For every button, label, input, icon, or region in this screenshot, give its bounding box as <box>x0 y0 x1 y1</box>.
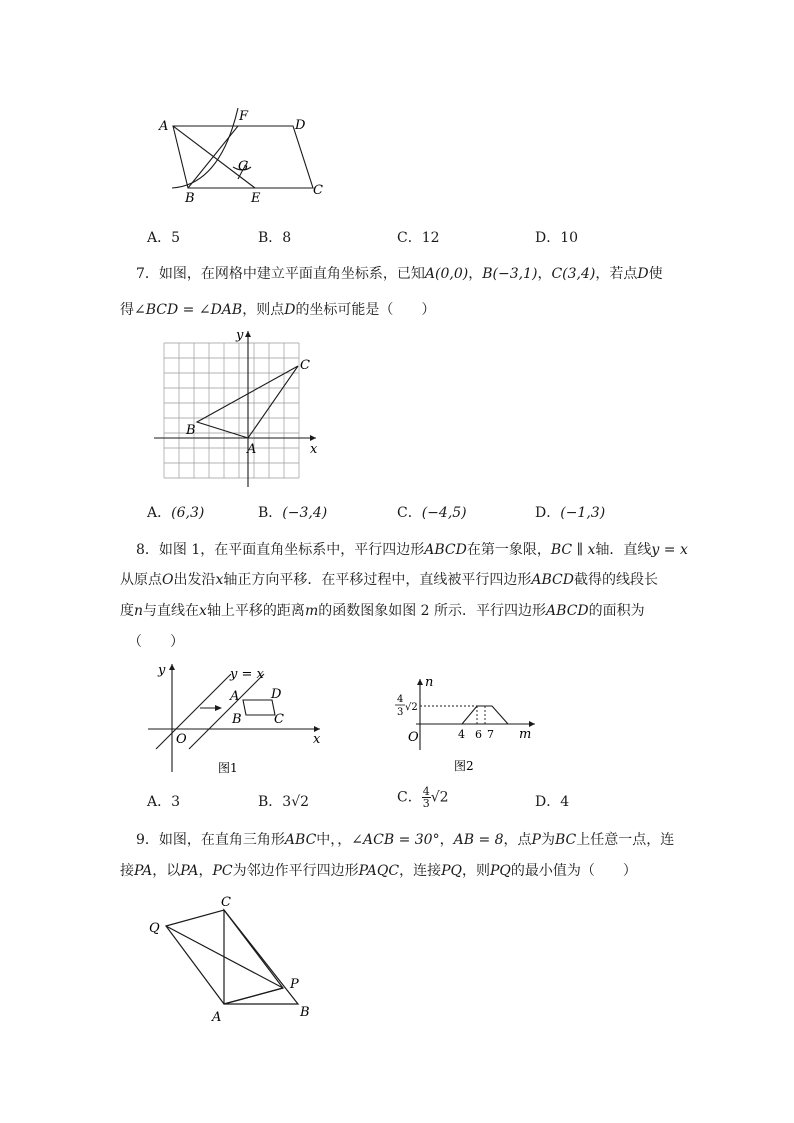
q6-option-a[interactable]: A．5 <box>147 230 181 246</box>
q8-option-letter: B． <box>258 794 283 810</box>
q8-x: x <box>199 603 207 619</box>
q8-fig1-label-d: D <box>271 687 282 702</box>
q8-fig2-caption: 图2 <box>454 759 474 773</box>
fraction-numerator: 4 <box>422 785 430 798</box>
q9-pq: PQ <box>441 863 462 879</box>
q8-fig1-label-c: C <box>274 712 284 727</box>
q8-line-4: （ ） <box>128 634 184 650</box>
q8-fig1-label-x: x <box>313 732 321 747</box>
q8-fig2-label-o: O <box>408 730 419 745</box>
q8-option-fraction <box>422 786 431 809</box>
q7-text: ，若点 <box>595 266 638 282</box>
q7-grid <box>164 343 299 478</box>
q9-pa: PA <box>134 863 153 879</box>
q8-fig1-y-arrow-icon <box>169 664 175 670</box>
q9-paqc: PAQC <box>358 863 400 879</box>
q8-text: 轴正方向平移．在平移过程中，直线被平行四边形 <box>223 572 532 588</box>
q7-option-a[interactable] <box>147 503 204 523</box>
q8-line-2 <box>120 570 658 590</box>
q7-label-b: B <box>186 423 196 438</box>
q9-text: 上任意一点，连 <box>576 832 675 848</box>
q9-text: 中，， <box>316 832 352 848</box>
q8-text: 的面积为 <box>588 603 645 619</box>
q6-label-a: A <box>159 119 169 134</box>
q7-option-value: (−4,5) <box>421 505 467 521</box>
q9-text: 为邻边作平行四边形 <box>232 863 359 879</box>
q9-pc: PC <box>212 863 233 879</box>
q9-line-2 <box>120 861 637 881</box>
segment-bf <box>188 126 238 188</box>
q8-text: 在第一象限， <box>466 542 551 558</box>
q8-fig1-parallelogram <box>243 700 275 715</box>
q7-point-c: C(3,4) <box>551 266 596 282</box>
q9-label-c: C <box>221 895 231 910</box>
q9-figure <box>140 890 330 1025</box>
q8-option-value: 3√2 <box>282 794 310 810</box>
q9-text: ， <box>198 863 213 879</box>
q8-fig1-label-o: O <box>176 732 187 747</box>
q8-text: 轴上平移的距离 <box>206 603 305 619</box>
q8-text: 截得的线段长 <box>574 572 658 588</box>
q8-option-d[interactable]: D．4 <box>535 794 570 810</box>
q6-figure <box>150 105 340 205</box>
q8-fig2-tick-7: 7 <box>487 728 494 741</box>
arc-bf <box>172 108 238 188</box>
q8-figure-2 <box>390 670 550 780</box>
q7-option-letter: B． <box>258 505 283 521</box>
q7-option-b[interactable] <box>258 503 327 523</box>
q7-label-c: C <box>300 358 310 373</box>
q8-fig2-sqrt2: √2 <box>405 702 418 713</box>
q9-p: P <box>531 832 541 848</box>
q8-option-letter: C． <box>397 789 422 806</box>
q7-text: 得 <box>120 302 134 318</box>
q7-sep: ， <box>537 266 552 282</box>
q9-label-q: Q <box>149 921 160 936</box>
q8-option-b[interactable] <box>258 792 309 812</box>
q8-fig1-label-y: y <box>158 663 166 678</box>
q8-line-yx: y = x <box>651 542 688 558</box>
q7-point-d: D <box>637 266 649 282</box>
q8-text: 与直线在 <box>143 603 200 619</box>
q9-angle-acb: ∠ACB = 30° <box>351 832 440 848</box>
q8-n: n <box>134 603 144 619</box>
q8-text: 轴．直线 <box>595 542 652 558</box>
q9-segment-pa <box>224 988 283 1004</box>
q6-label-e: E <box>251 191 261 205</box>
q9-text: 为 <box>540 832 555 848</box>
q8-line-3 <box>120 601 645 621</box>
q9-ab: AB = 8 <box>453 832 504 848</box>
q7-option-value: (−3,4) <box>282 505 328 521</box>
q8-fig1-line-yx <box>156 674 231 749</box>
q8-bc-parallel: BC ∥ x <box>550 542 596 558</box>
q8-fig2-y-arrow-icon <box>417 679 423 685</box>
q8-text: 从原点 <box>120 572 162 588</box>
q9-label-p: P <box>290 977 299 992</box>
q7-text: 使 <box>648 266 663 282</box>
q6-label-g: G <box>238 159 249 174</box>
q7-x-arrow-icon <box>310 435 316 441</box>
q8-origin: O <box>162 572 174 588</box>
q9-text: ，点 <box>503 832 532 848</box>
q9-text: 9．如图，在直角三角形 <box>136 832 285 848</box>
q8-text: 出发沿 <box>173 572 216 588</box>
q8-m: m <box>304 603 319 619</box>
q8-fig2-tick-4: 4 <box>458 728 465 741</box>
q7-option-value: (6,3) <box>171 505 205 521</box>
q8-line-1 <box>136 540 688 560</box>
q7-option-letter: A． <box>147 505 172 521</box>
q7-option-c[interactable] <box>397 503 467 523</box>
q8-x: x <box>215 572 224 588</box>
q7-text: 7．如图，在网格中建立平面直角坐标系，已知 <box>136 266 425 282</box>
q6-option-b[interactable]: B．8 <box>258 230 292 246</box>
q8-text: 度 <box>120 603 134 619</box>
q7-option-letter: C． <box>397 505 422 521</box>
q7-text: ，则点 <box>242 302 285 318</box>
q8-text: 的函数图象如图 2 所示．平行四边形 <box>318 603 547 619</box>
q7-point-b: B(−3,1) <box>482 266 538 282</box>
q8-fig2-tick-6: 6 <box>475 728 482 741</box>
q7-option-letter: D． <box>535 505 561 521</box>
q8-fig1-caption: 图1 <box>218 761 238 775</box>
q6-label-c: C <box>313 183 323 198</box>
q9-text: 接 <box>120 863 134 879</box>
q7-point-d: D <box>284 302 296 318</box>
q7-figure <box>150 325 330 491</box>
q9-pq: PQ <box>489 863 511 879</box>
fraction-denominator: 3 <box>422 797 430 810</box>
q7-label-a: A <box>247 442 257 457</box>
q8-abcd: ABCD <box>546 603 589 619</box>
q8-fig2-frac-num: 4 <box>397 694 404 705</box>
q6-label-d: D <box>295 118 306 133</box>
q9-text: ，则 <box>461 863 490 879</box>
q8-fig2-label-n: n <box>425 675 434 690</box>
q9-text: ， <box>439 832 454 848</box>
q9-text: 的最小值为（ ） <box>510 863 637 879</box>
q8-abcd: ABCD <box>424 542 467 558</box>
q9-label-b: B <box>300 1005 310 1020</box>
q7-option-value: (−1,3) <box>560 505 606 521</box>
q7-label-x: x <box>310 442 318 457</box>
q8-abcd: ABCD <box>531 572 574 588</box>
q9-pa: PA <box>180 863 199 879</box>
q8-fig1-label-yx: y = x <box>230 667 264 682</box>
q8-fig1-label-b: B <box>232 712 242 727</box>
q6-option-c[interactable]: C．12 <box>397 230 440 246</box>
q8-option-a[interactable]: A．3 <box>147 794 181 810</box>
q6-option-d[interactable]: D．10 <box>535 230 579 246</box>
q7-angle-equation: ∠BCD = ∠DAB <box>134 302 243 318</box>
q9-text: ，连接 <box>399 863 442 879</box>
q9-label-a: A <box>212 1010 222 1025</box>
q8-text: 8．如图 1，在平面直角坐标系中，平行四边形 <box>136 542 425 558</box>
q9-text: ，以 <box>152 863 181 879</box>
q8-fig2-label-m: m <box>519 727 532 742</box>
q8-fig2-frac-den: 3 <box>397 707 404 718</box>
q8-fig1-label-a: A <box>230 689 240 704</box>
q8-fig1-direction-arrow-icon <box>215 705 222 711</box>
q9-abc: ABC <box>284 832 317 848</box>
q7-line-1 <box>136 264 663 284</box>
q7-line-2 <box>120 300 435 320</box>
q7-text: 的坐标可能是（ ） <box>295 302 436 318</box>
q7-label-y: y <box>236 328 244 343</box>
q8-fig1-line-shifted <box>189 674 264 749</box>
q7-point-a: A(0,0) <box>424 266 469 282</box>
q8-option-c[interactable] <box>397 786 449 809</box>
q6-label-f: F <box>239 109 249 124</box>
q8-figure-1 <box>148 660 328 778</box>
q8-option-sqrt: √2 <box>430 789 449 806</box>
q7-y-arrow-icon <box>245 331 251 337</box>
q6-label-b: B <box>185 191 195 205</box>
q9-bc: BC <box>554 832 577 848</box>
q7-option-d[interactable] <box>535 503 605 523</box>
q9-line-1 <box>136 830 674 850</box>
q7-sep: ， <box>468 266 483 282</box>
